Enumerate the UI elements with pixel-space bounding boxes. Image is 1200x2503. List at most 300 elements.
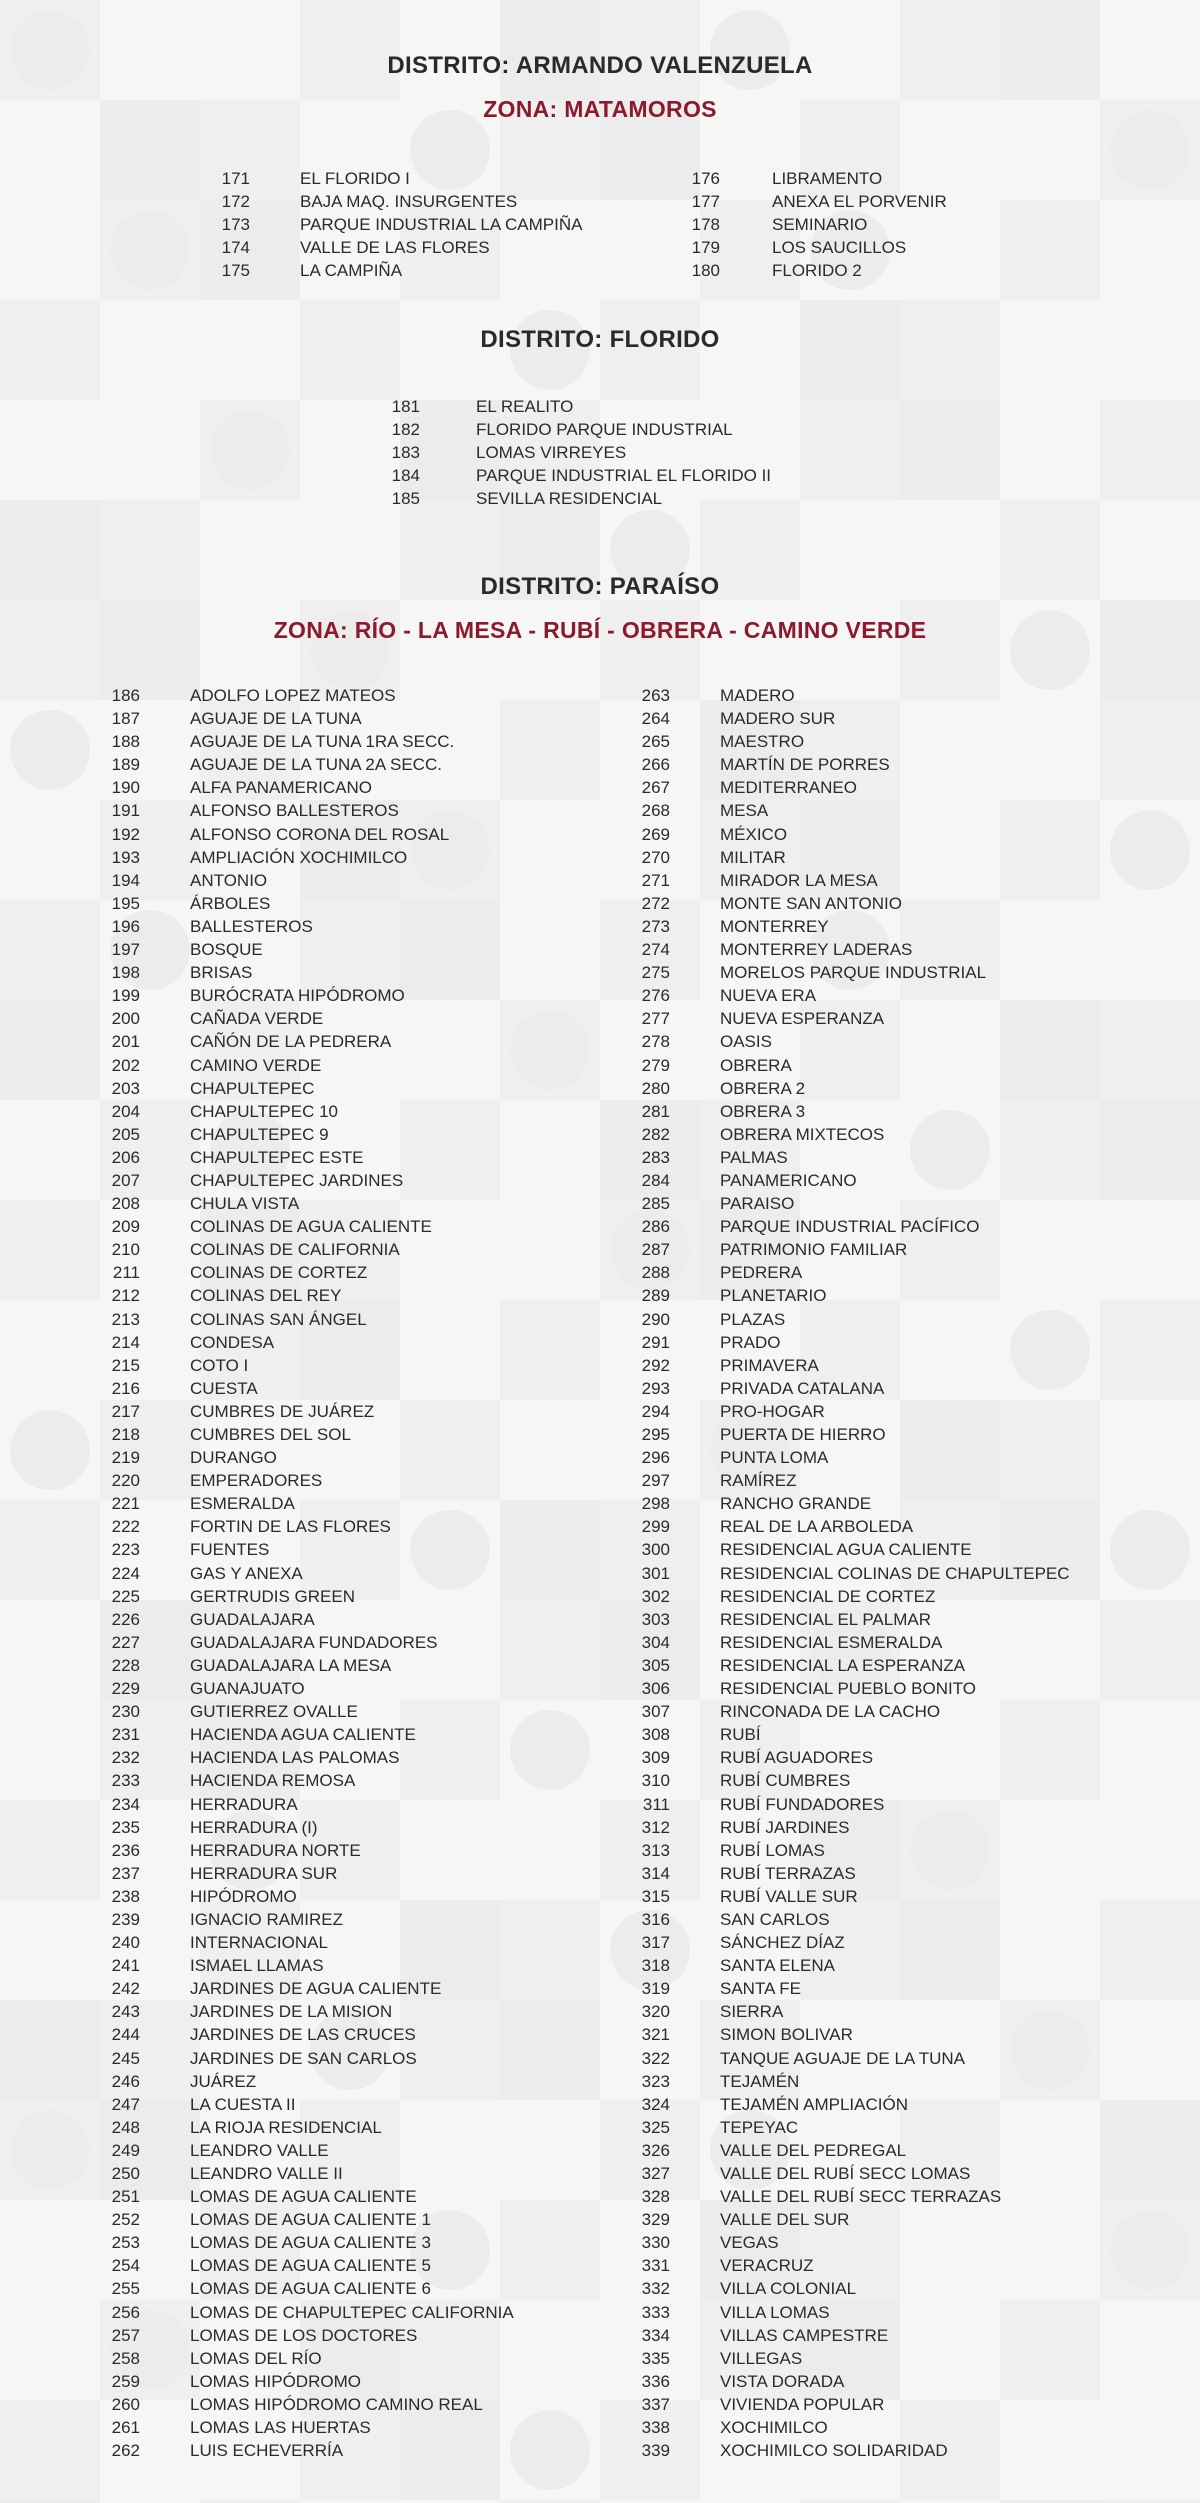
background-tile [1100,400,1200,500]
background-tile [500,800,600,900]
item-number: 267 [641,778,670,798]
background-tile [500,2300,600,2400]
item-name: MORELOS PARQUE INDUSTRIAL [720,963,987,983]
item-name: LOMAS DEL RÍO [190,2348,322,2368]
background-circle [10,710,90,790]
item-name: COLINAS DE CALIFORNIA [190,1240,400,1260]
item-number: 200 [111,1009,140,1029]
item-name: CONDESA [190,1332,275,1352]
item-name: VILLA LOMAS [720,2302,830,2322]
item-number: 264 [641,709,670,729]
background-tile [1100,2200,1200,2300]
item-number: 252 [111,2210,140,2230]
background-tile [500,2000,600,2100]
item-number: 289 [641,1286,670,1306]
item-name: RESIDENCIAL COLINAS DE CHAPULTEPEC [720,1563,1070,1583]
item-name: ALFA PANAMERICANO [190,778,373,798]
item-number: 179 [691,238,720,258]
item-name: CHAPULTEPEC 9 [190,1124,329,1144]
item-number: 280 [641,1078,670,1098]
item-name: ADOLFO LOPEZ MATEOS [190,686,396,705]
item-name: CHULA VISTA [190,1194,300,1214]
item-name: COLINAS DE CORTEZ [190,1263,368,1283]
item-name: JARDINES DE SAN CARLOS [190,2048,417,2068]
item-name: MONTERREY LADERAS [720,940,913,960]
background-tile [400,900,500,1000]
item-number: 335 [641,2348,670,2368]
item-number: 206 [111,1147,140,1167]
item-number: 270 [641,847,670,867]
item-number: 250 [111,2164,140,2183]
item-name: MILITAR [720,847,786,867]
item-number: 317 [641,1933,670,1953]
background-tile [0,1500,100,1600]
item-number: 305 [641,1655,670,1675]
background-tile [0,2200,100,2300]
item-name: ALFONSO CORONA DEL ROSAL [190,824,450,844]
item-number: 325 [641,2117,670,2137]
item-name: AMPLIACIÓN XOCHIMILCO [190,847,408,867]
item-name: HIPÓDROMO [190,1886,297,1906]
background-tile [900,600,1000,700]
item-name: RESIDENCIAL LA ESPERANZA [720,1655,966,1675]
item-number: 249 [111,2140,140,2160]
item-number: 193 [111,847,140,867]
background-circle [910,1810,990,1890]
item-name: SIERRA [720,2002,784,2022]
item-name: FLORIDO 2 [772,261,862,281]
item-name: HACIENDA AGUA CALIENTE [190,1725,416,1745]
background-tile [500,2100,600,2200]
item-name: PRO-HOGAR [720,1401,825,1421]
item-number: 282 [641,1124,670,1144]
item-name: CUESTA [190,1378,258,1398]
item-number: 210 [111,1240,140,1260]
background-tile [400,1000,500,1100]
item-number: 172 [221,192,250,212]
zone-title-rio-la-mesa: ZONA: RÍO - LA MESA - RUBÍ - OBRERA - CAMINO VERDE [273,617,927,643]
item-name: PARQUE INDUSTRIAL LA CAMPIÑA [300,215,583,235]
background-tile [1000,800,1100,900]
item-number: 296 [641,1448,670,1468]
item-name: JARDINES DE LAS CRUCES [190,2025,416,2045]
item-number: 192 [111,824,140,844]
item-number: 171 [221,169,250,188]
item-number: 287 [641,1240,670,1260]
item-name: RESIDENCIAL AGUA CALIENTE [720,1540,972,1560]
item-number: 275 [641,963,670,983]
background-tile [1000,2400,1100,2500]
background-tile [0,1700,100,1800]
item-number: 273 [641,916,670,936]
background-tile [500,1300,600,1400]
item-name: PUNTA LOMA [720,1448,829,1468]
item-name: JUÁREZ [190,2071,257,2091]
item-number: 233 [111,1771,140,1791]
background-tile [400,800,500,900]
item-number: 174 [221,238,250,258]
item-number: 329 [641,2210,670,2230]
item-number: 309 [641,1748,670,1768]
background-tile [900,700,1000,800]
item-number: 312 [641,1817,670,1837]
item-name: MIRADOR LA MESA [720,870,878,890]
item-number: 293 [641,1378,670,1398]
item-name: SIMON BOLIVAR [720,2025,853,2045]
background-tile [0,2400,100,2500]
background-circle [210,410,290,490]
background-tile [800,600,900,700]
background-tile [700,0,800,100]
background-circle [910,410,990,490]
background-tile [1000,2000,1100,2100]
item-name: COLINAS SAN ÁNGEL [190,1309,367,1329]
item-name: GUTIERREZ OVALLE [190,1702,358,1722]
item-name: PUERTA DE HIERRO [720,1425,886,1444]
background-tile [1000,600,1100,700]
item-number: 323 [641,2071,670,2091]
item-number: 334 [641,2325,670,2345]
item-name: PARAISO [720,1194,795,1214]
background-tile [1000,900,1100,1000]
item-number: 316 [641,1909,670,1929]
item-name: MÉXICO [720,824,788,844]
item-number: 203 [111,1078,140,1098]
item-number: 182 [391,420,420,440]
item-number: 321 [641,2025,670,2045]
item-number: 224 [111,1563,140,1583]
item-name: RESIDENCIAL EL PALMAR [720,1609,931,1629]
item-name: LOS SAUCILLOS [772,238,907,258]
background-tile [400,600,500,700]
item-name: RANCHO GRANDE [720,1494,872,1514]
background-circle [410,1510,490,1590]
item-number: 177 [691,192,720,212]
item-number: 319 [641,1979,670,1999]
item-name: MADERO SUR [720,709,836,729]
item-number: 307 [641,1702,670,1722]
item-name: VALLE DEL SUR [720,2210,850,2230]
item-name: GERTRUDIS GREEN [190,1586,355,1606]
item-number: 274 [641,940,670,960]
background-tile [900,2200,1000,2300]
background-tile [900,0,1000,100]
item-name: SÁNCHEZ DÍAZ [720,1933,845,1953]
item-number: 209 [111,1217,140,1237]
item-number: 283 [641,1147,670,1167]
item-name: JARDINES DE AGUA CALIENTE [190,1979,442,1999]
background-tile [1100,700,1200,800]
item-number: 291 [641,1332,670,1352]
item-number: 207 [111,1170,140,1190]
item-name: SANTA FE [720,1979,801,1999]
background-tile [1100,1200,1200,1300]
background-tile [900,1300,1000,1400]
item-name: ALFONSO BALLESTEROS [190,801,399,821]
item-name: FORTIN DE LAS FLORES [190,1517,391,1537]
background-circle [1010,2010,1090,2090]
item-name: HACIENDA LAS PALOMAS [190,1748,400,1768]
background-circle [1010,1310,1090,1390]
item-name: RAMÍREZ [720,1471,797,1491]
background-tile [500,1900,600,2000]
item-name: ÁRBOLES [190,893,271,913]
item-number: 212 [111,1286,140,1306]
background-tile [1000,1400,1100,1500]
item-number: 243 [111,2002,140,2022]
item-number: 175 [221,261,250,281]
background-tile [200,0,300,100]
background-tile [400,1100,500,1200]
item-number: 276 [641,986,670,1006]
item-number: 306 [641,1679,670,1699]
item-name: SAN CARLOS [720,1909,830,1929]
item-name: TANQUE AGUAJE DE LA TUNA [720,2048,965,2068]
item-number: 295 [641,1425,670,1444]
background-tile [300,0,400,100]
background-tile [100,400,200,500]
item-number: 173 [221,215,250,235]
background-tile [0,700,100,800]
item-name: TEPEYAC [720,2117,799,2137]
background-tile [400,1700,500,1800]
background-tile [1000,400,1100,500]
item-name: GUADALAJARA [190,1609,315,1629]
background-tile [0,1900,100,2000]
item-name: LEANDRO VALLE II [190,2164,343,2183]
item-number: 332 [641,2279,670,2299]
item-name: GUADALAJARA LA MESA [190,1655,392,1675]
item-number: 228 [111,1655,140,1675]
background-tile [1000,1800,1100,1900]
item-name: IGNACIO RAMIREZ [190,1909,344,1929]
background-tile [1100,900,1200,1000]
item-number: 223 [111,1540,140,1560]
item-name: MARTÍN DE PORRES [720,755,890,775]
background-tile [1000,700,1100,800]
item-name: TEJAMÉN [720,2071,800,2091]
background-tile [1100,600,1200,700]
item-number: 185 [391,489,420,509]
item-number: 265 [641,732,670,752]
item-number: 184 [391,466,420,486]
district-title-armando-valenzuela: DISTRITO: ARMANDO VALENZUELA [387,52,813,79]
item-name: CHAPULTEPEC ESTE [190,1147,364,1167]
item-number: 231 [111,1725,140,1745]
item-number: 198 [111,963,140,983]
district-title-florido: DISTRITO: FLORIDO [480,326,720,353]
item-number: 286 [641,1217,670,1237]
item-number: 314 [641,1863,670,1883]
item-name: FLORIDO PARQUE INDUSTRIAL [476,420,733,440]
item-number: 197 [111,940,140,960]
item-name: RUBÍ AGUADORES [720,1748,874,1768]
item-name: HERRADURA SUR [190,1863,338,1883]
item-number: 298 [641,1494,670,1514]
background-tile [500,1400,600,1500]
item-name: RUBÍ FUNDADORES [720,1794,885,1814]
item-name: PRIMAVERA [720,1355,819,1375]
background-tile [1100,1500,1200,1600]
background-tile [500,2400,600,2500]
background-tile [500,900,600,1000]
item-number: 188 [111,732,140,752]
item-number: 215 [111,1355,140,1375]
background-tile [400,1400,500,1500]
item-name: NUEVA ERA [720,986,817,1006]
item-number: 196 [111,916,140,936]
item-number: 227 [111,1632,140,1652]
item-number: 256 [111,2302,140,2322]
item-number: 338 [641,2418,670,2438]
background-tile [1100,1900,1200,2000]
item-number: 211 [112,1263,140,1283]
item-number: 238 [111,1886,140,1906]
background-tile [900,1900,1000,2000]
background-tile [800,0,900,100]
item-name: RINCONADA DE LA CACHO [720,1702,941,1722]
item-name: OBRERA 3 [720,1101,806,1121]
item-number: 220 [111,1471,140,1491]
item-name: RUBÍ TERRAZAS [720,1863,856,1883]
background-tile [1100,1600,1200,1700]
background-circle [910,1110,990,1190]
item-name: XOCHIMILCO [720,2418,828,2438]
item-name: LOMAS DE LOS DOCTORES [190,2325,418,2345]
background-tile [900,800,1000,900]
district-title-paraiso: DISTRITO: PARAÍSO [480,573,720,600]
item-name: RUBÍ LOMAS [720,1840,825,1860]
item-number: 247 [111,2094,140,2114]
background-tile [400,1500,500,1600]
item-number: 318 [641,1956,670,1976]
item-number: 299 [641,1517,670,1537]
item-name: RUBÍ CUMBRES [720,1771,851,1791]
item-number: 229 [111,1679,140,1699]
background-tile [0,1800,100,1900]
background-tile [400,0,500,100]
background-tile [500,1500,600,1600]
background-tile [1100,800,1200,900]
background-tile [0,900,100,1000]
item-name: CAÑADA VERDE [190,1009,324,1029]
item-number: 288 [641,1263,670,1283]
item-number: 257 [111,2325,140,2345]
background-tile [1000,1200,1100,1300]
item-name: GUANAJUATO [190,1679,305,1699]
item-name: VALLE DEL PEDREGAL [720,2140,907,2160]
background-tile [0,2000,100,2100]
background-circle [510,1710,590,1790]
background-tile [900,1000,1000,1100]
item-number: 271 [641,870,670,890]
item-name: HERRADURA (I) [190,1817,318,1837]
background-tile [1100,2100,1200,2200]
item-number: 230 [111,1702,140,1722]
item-number: 186 [111,686,140,705]
background-tile [1000,2300,1100,2400]
item-number: 191 [111,801,140,821]
item-number: 248 [111,2117,140,2137]
item-name: LOMAS LAS HUERTAS [190,2418,371,2438]
item-number: 269 [641,824,670,844]
item-name: ANTONIO [190,870,268,890]
item-number: 234 [111,1794,140,1814]
item-name: MESA [720,801,769,821]
background-tile [0,800,100,900]
item-number: 213 [111,1309,140,1329]
background-tile [0,2300,100,2400]
item-name: LOMAS DE AGUA CALIENTE 5 [190,2256,431,2276]
item-number: 333 [641,2302,670,2322]
background-circle [510,1010,590,1090]
item-name: RUBÍ [720,1725,761,1745]
item-number: 304 [641,1632,670,1652]
item-number: 331 [641,2256,670,2276]
background-tile [100,0,200,100]
background-tile [1000,2200,1100,2300]
item-name: SEVILLA RESIDENCIAL [476,489,663,509]
item-name: EMPERADORES [190,1471,323,1491]
item-number: 237 [111,1863,140,1883]
item-name: AGUAJE DE LA TUNA [190,709,362,729]
item-name: OBRERA [720,1055,792,1075]
item-name: PLANETARIO [720,1286,827,1306]
background-tile [1000,1600,1100,1700]
background-tile [0,1100,100,1200]
item-number: 310 [641,1771,670,1791]
background-tile [1000,2100,1100,2200]
background-tile [500,600,600,700]
background-circle [10,1410,90,1490]
item-number: 268 [641,801,670,821]
item-number: 258 [111,2348,140,2368]
item-number: 219 [111,1448,140,1468]
item-name: GAS Y ANEXA [190,1563,303,1583]
background-circle [110,210,190,290]
background-tile [0,1200,100,1300]
background-tile [1100,2400,1200,2500]
item-number: 242 [111,1979,140,1999]
background-tile [1100,1000,1200,1100]
item-name: LOMAS DE AGUA CALIENTE 3 [190,2233,431,2253]
item-name: MONTE SAN ANTONIO [720,893,902,913]
item-number: 290 [641,1309,670,1329]
item-name: RUBÍ VALLE SUR [720,1886,858,1906]
background-tile [1000,0,1100,100]
item-number: 225 [111,1586,140,1606]
item-number: 301 [641,1563,670,1583]
background-tile [0,1000,100,1100]
item-number: 315 [641,1886,670,1906]
item-name: VILLEGAS [720,2348,803,2368]
item-number: 187 [111,709,140,729]
item-number: 330 [641,2233,670,2253]
item-name: PALMAS [720,1147,788,1167]
background-tile [200,400,300,500]
item-number: 324 [641,2094,670,2114]
item-name: VIVIENDA POPULAR [720,2394,885,2414]
item-number: 311 [642,1794,670,1814]
item-name: LOMAS DE CHAPULTEPEC CALIFORNIA [190,2302,514,2322]
background-tile [1000,1700,1100,1800]
item-number: 245 [111,2048,140,2068]
background-tile [1100,1300,1200,1400]
item-name: RESIDENCIAL DE CORTEZ [720,1586,936,1606]
item-name: LA CAMPIÑA [300,261,403,281]
background-tile [0,600,100,700]
item-name: NUEVA ESPERANZA [720,1009,885,1029]
